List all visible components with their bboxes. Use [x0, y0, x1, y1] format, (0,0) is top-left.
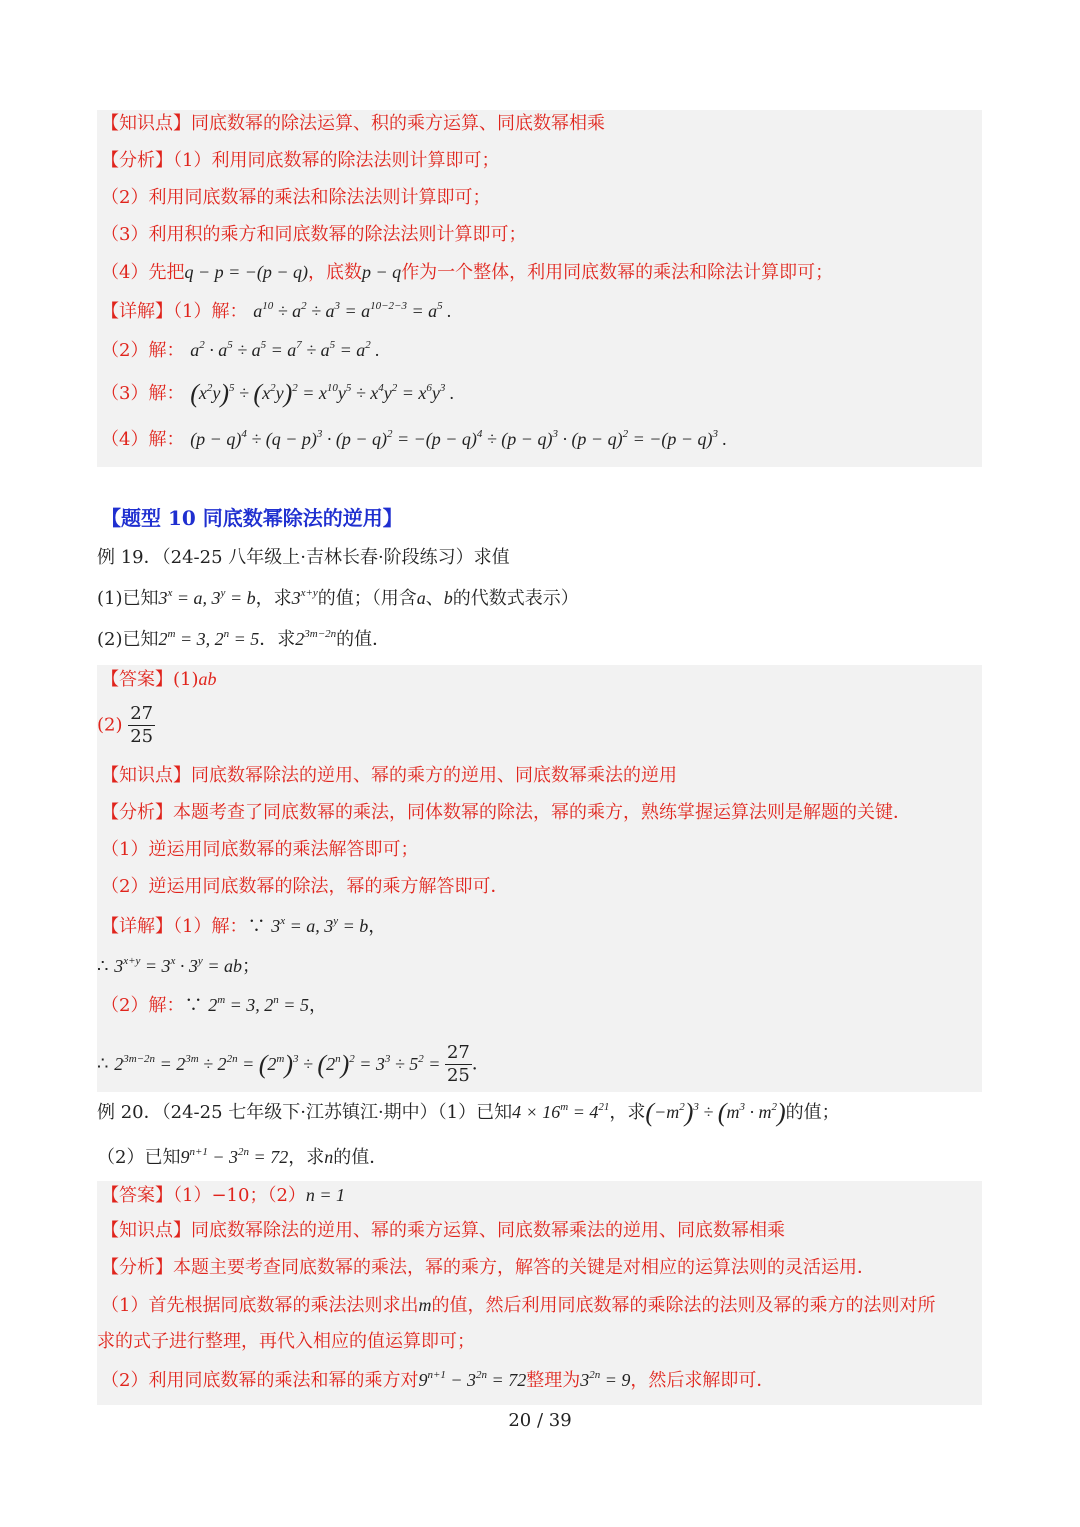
formula: $a^{10} \div a^2 \div a^3 = a^{10-2-3} = a^5$ . [253, 300, 452, 321]
analysis-1-step4: （4）先把q − p = −(p − q)，底数p − q作为一个整体，利用同底数幂的乘法和除法计算即可； [101, 262, 834, 283]
example-19-answer-part2: (2) $\frac{27}{25}$ [97, 703, 154, 747]
section-title: 【题型 10 同底数幂除法的逆用】 [101, 506, 403, 530]
formula: $(p - q)^4 \div (q - p)^3 \cdot (p - q)^2 = -(p - q)^4 \div (p - q)^3 \cdot (p - q)^2 = -(p - q)^3$ . [190, 428, 728, 449]
example-19-answer: 【答案】(1)ab [101, 669, 217, 690]
formula: $a^2 \cdot a^5 \div a^5 = a^7 \div a^5 = a^2$ . [190, 339, 380, 360]
solution-1-part1: 【详解】（1）解： $a^{10} \div a^2 \div a^3 = a^{10-2-3} = a^5$ . [101, 300, 452, 322]
analysis-1-step3: （3）利用积的乘方和同底数幂的除法法则计算即可； [101, 224, 527, 245]
analysis-19: 【分析】本题考查了同底数幂的乘法，同体数幂的除法，幂的乘方，熟练掌握运算法则是解题的关键． [101, 802, 911, 823]
knowledge-point-20: 【知识点】同底数幂除法的逆用、幂的乘方运算、同底数幂乘法的逆用、同底数幂相乘 [101, 1220, 785, 1241]
analysis-20-step1-cont: 求的式子进行整理，再代入相应的值运算即可； [97, 1331, 475, 1352]
solution-1-part2: （2）解： $a^2 \cdot a^5 \div a^5 = a^7 \div a^5 = a^2$ . [101, 339, 380, 361]
page-number: 20 / 39 [508, 1410, 572, 1431]
analysis-20-step2: （2）利用同底数幂的乘法和幂的乘方对$9^{n+1} - 3^{2n} = 72$整理为$3^{2n} = 9$，然后求解即可． [101, 1369, 775, 1391]
solution-1-part4: （4）解： $(p - q)^4 \div (q - p)^3 \cdot (p - q)^2 = -(p - q)^4 \div (p - q)^3 \cdot (p - q)^2 = -(p - q)^3$ . [101, 428, 728, 450]
analysis-20: 【分析】本题主要考查同底数幂的乘法，幂的乘方，解答的关键是对相应的运算法则的灵活运用． [101, 1257, 875, 1278]
analysis-1-step2: （2）利用同底数幂的乘法和除法法则计算即可； [101, 187, 491, 208]
solution-19-part2: （2）解：∵ $2^m = 3$, $2^n = 5$， [101, 994, 327, 1016]
analysis-1: 【分析】（1）利用同底数幂的除法法则计算即可； [101, 150, 500, 171]
example-19-part1: (1)已知$3^x = a$, $3^y = b$，求$3^{x+y}$的值；（用含a、b的代数式表示） [97, 587, 579, 609]
analysis-19-step2: （2）逆运用同底数幂的除法，幂的乘方解答即可． [101, 876, 509, 897]
solution-19-part1: 【详解】（1）解：∵ $3^x = a$, $3^y = b$， [101, 915, 387, 937]
example-20-answer: 【答案】（1）−10；（2）n = 1 [101, 1185, 346, 1206]
example-19-part2: (2)已知$2^m = 3$, $2^n = 5$．求$2^{3m-2n}$的值． [97, 628, 391, 650]
solution-19-therefore-1: ∴ $3^{x+y} = 3^x \cdot 3^y$ = ab； [97, 955, 260, 977]
knowledge-point-19: 【知识点】同底数幂除法的逆用、幂的乘方的逆用、同底数幂乘法的逆用 [101, 765, 677, 786]
fraction: $\frac{27}{25}$ [130, 703, 154, 747]
example-20-question: 例 20．（24-25 七年级下·江苏镇江·期中）（1）已知$4 \times 16^m = 4^{21}$，求$(-m^2)^3 \div (m^3 \cdot m^2)$的值； [97, 1098, 840, 1127]
solution-19-therefore-2: ∴ $2^{3m-2n} = 2^{3m} \div 2^{2n} = (2^m)^3 \div (2^n)^2 = 3^3 \div 5^2$ = $\frac{27}{25}$ ． [97, 1042, 490, 1086]
formula: $(x^2y)^5 \div (x^2y)^2 = x^{10}y^5 \div x^4y^2 = x^6y^3$ . [190, 379, 455, 408]
analysis-20-step1: （1）首先根据同底数幂的乘法法则求出m的值，然后利用同底数幂的乘除法的法则及幂的乘方的法则对所 [101, 1295, 936, 1316]
knowledge-point-1: 【知识点】同底数幂的除法运算、积的乘方运算、同底数幂相乘 [101, 113, 605, 134]
example-20-part2: （2）已知$9^{n+1} - 3^{2n} = 72$，求n的值． [97, 1146, 388, 1168]
analysis-19-step1: （1）逆运用同底数幂的乘法解答即可； [101, 839, 419, 860]
solution-1-part3: （3）解： $(x^2y)^5 \div (x^2y)^2 = x^{10}y^5 \div x^4y^2 = x^6y^3$ . [101, 379, 455, 408]
example-19-question: 例 19．（24-25 八年级上·吉林长春·阶段练习）求值 [97, 547, 510, 568]
